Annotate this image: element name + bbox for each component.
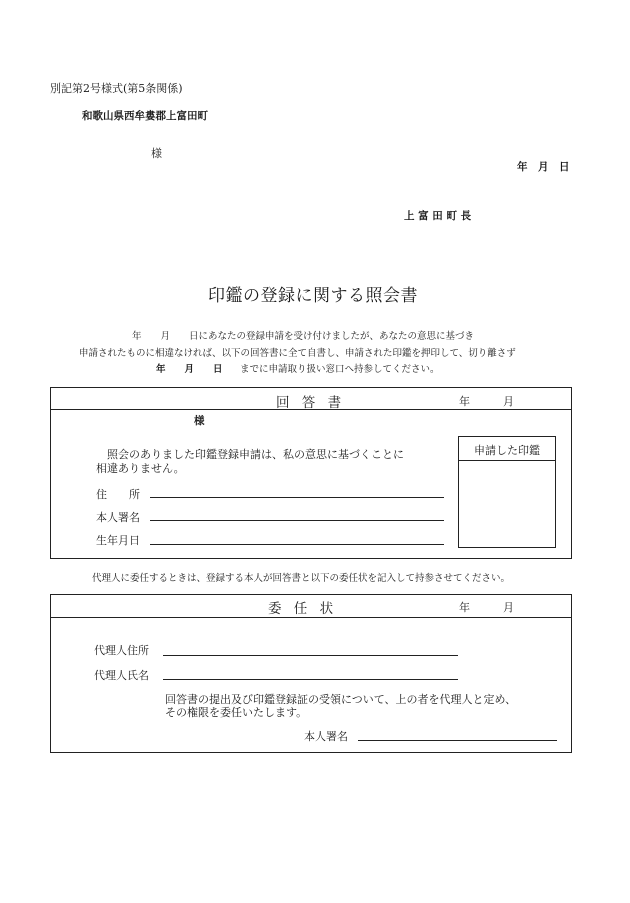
intro-line-2: 申請されたものに相違なければ、以下の回答書に全て自書し、申請された印鑑を押印して、切り離さず	[79, 348, 516, 359]
intro-line-1: 年 月 日にあなたの登録申請を受け付けましたが、あなたの意思に基づき	[132, 331, 475, 342]
address-label: 住 所	[96, 488, 140, 501]
reply-form-heading: 回 答 書	[276, 395, 346, 411]
address-field[interactable]	[150, 497, 444, 498]
principal-signature-field[interactable]	[358, 740, 557, 741]
reply-form-date: 年 月	[459, 395, 514, 408]
reply-statement-line-2: 相違ありません。	[96, 462, 185, 475]
birthdate-field[interactable]	[150, 544, 444, 545]
intro-line-3: までに申請取り扱い窓口へ持参してください。	[240, 364, 440, 375]
town-address: 和歌山県西牟婁郡上富田町	[82, 110, 208, 122]
agent-address-field[interactable]	[163, 655, 458, 656]
reply-statement-line-1: 照会のありました印鑑登録申請は、私の意思に基づくことに	[107, 448, 404, 461]
agent-name-label: 代理人氏名	[94, 669, 149, 682]
signature-field[interactable]	[150, 520, 444, 521]
principal-signature-label: 本人署名	[304, 730, 348, 743]
proxy-note: 代理人に委任するときは、登録する本人が回答書と以下の委任状を記入して持参させてください。	[92, 573, 511, 584]
intro-deadline-date: 年 月 日	[156, 364, 223, 375]
recipient-suffix: 様	[151, 147, 162, 160]
birthdate-label: 生年月日	[96, 534, 140, 547]
delegation-line-1: 回答書の提出及び印鑑登録証の受領について、上の者を代理人と定め、	[165, 693, 517, 706]
agent-name-field[interactable]	[163, 679, 458, 680]
agent-address-label: 代理人住所	[94, 644, 149, 657]
form-number: 別記第2号様式(第5条関係)	[50, 82, 183, 95]
reply-form-divider	[51, 409, 571, 410]
header-date: 年 月 日	[517, 161, 570, 173]
proxy-form-date: 年 月	[459, 601, 514, 614]
signature-label: 本人署名	[96, 511, 140, 524]
delegation-line-2: その権限を委任いたします。	[165, 706, 308, 719]
reply-recipient-suffix: 様	[194, 415, 205, 427]
seal-box-label: 申請した印鑑	[474, 444, 540, 457]
proxy-form-divider	[51, 617, 571, 618]
seal-box-divider	[459, 460, 555, 461]
proxy-form-heading: 委 任 状	[268, 601, 338, 617]
issuer: 上 富 田 町 長	[404, 210, 472, 222]
page-title: 印鑑の登録に関する照会書	[208, 286, 418, 306]
